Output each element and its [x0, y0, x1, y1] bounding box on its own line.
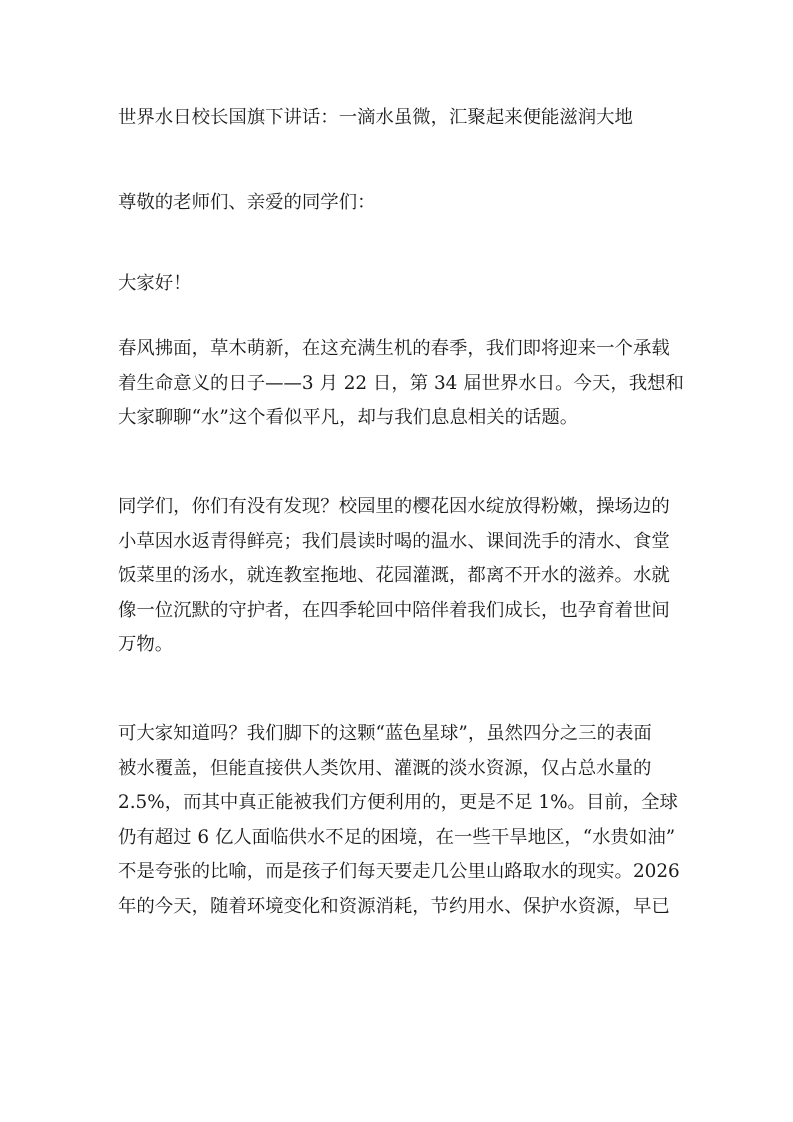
paragraph-line: 万物。 — [118, 634, 174, 655]
greeting: 大家好！ — [118, 273, 192, 294]
paragraph-line: 小草因水返青得鲜亮；我们晨读时喝的温水、课间洗手的清水、食堂 — [118, 531, 670, 552]
paragraph-line: 仍有超过 6 亿人面临供水不足的困境，在一些干旱地区，“水贵如油” — [118, 827, 676, 848]
document-title: 世界水日校长国旗下讲话：一滴水虽微，汇聚起来便能滋润大地 — [118, 107, 633, 128]
paragraph-line: 饭菜里的汤水，就连教室拖地、花园灌溉，都离不开水的滋养。水就 — [118, 565, 670, 586]
paragraph-line: 2.5%，而其中真正能被我们方便利用的，更是不足 1%。目前，全球 — [118, 792, 678, 813]
paragraph-line: 被水覆盖，但能直接供人类饮用、灌溉的淡水资源，仅占总水量的 — [118, 758, 652, 779]
paragraph-line: 着生命意义的日子——3 月 22 日，第 34 届世界水日。今天，我想和 — [118, 373, 684, 394]
paragraph-line: 同学们，你们有没有发现？校园里的樱花因水绽放得粉嫩，操场边的 — [118, 496, 670, 517]
salutation: 尊敬的老师们、亲爱的同学们： — [118, 192, 376, 213]
paragraph-line: 像一位沉默的守护者，在四季轮回中陪伴着我们成长，也孕育着世间 — [118, 600, 670, 621]
paragraph-line: 年的今天，随着环境变化和资源消耗，节约用水、保护水资源，早已 — [118, 896, 670, 917]
paragraph-line: 不是夸张的比喻，而是孩子们每天要走几公里山路取水的现实。2026 — [118, 861, 680, 882]
paragraph-line: 春风拂面，草木萌新，在这充满生机的春季，我们即将迎来一个承载 — [118, 338, 670, 359]
paragraph-line: 可大家知道吗？我们脚下的这颗“蓝色星球”，虽然四分之三的表面 — [118, 723, 652, 744]
paragraph-line: 大家聊聊“水”这个看似平凡，却与我们息息相关的话题。 — [118, 407, 579, 428]
